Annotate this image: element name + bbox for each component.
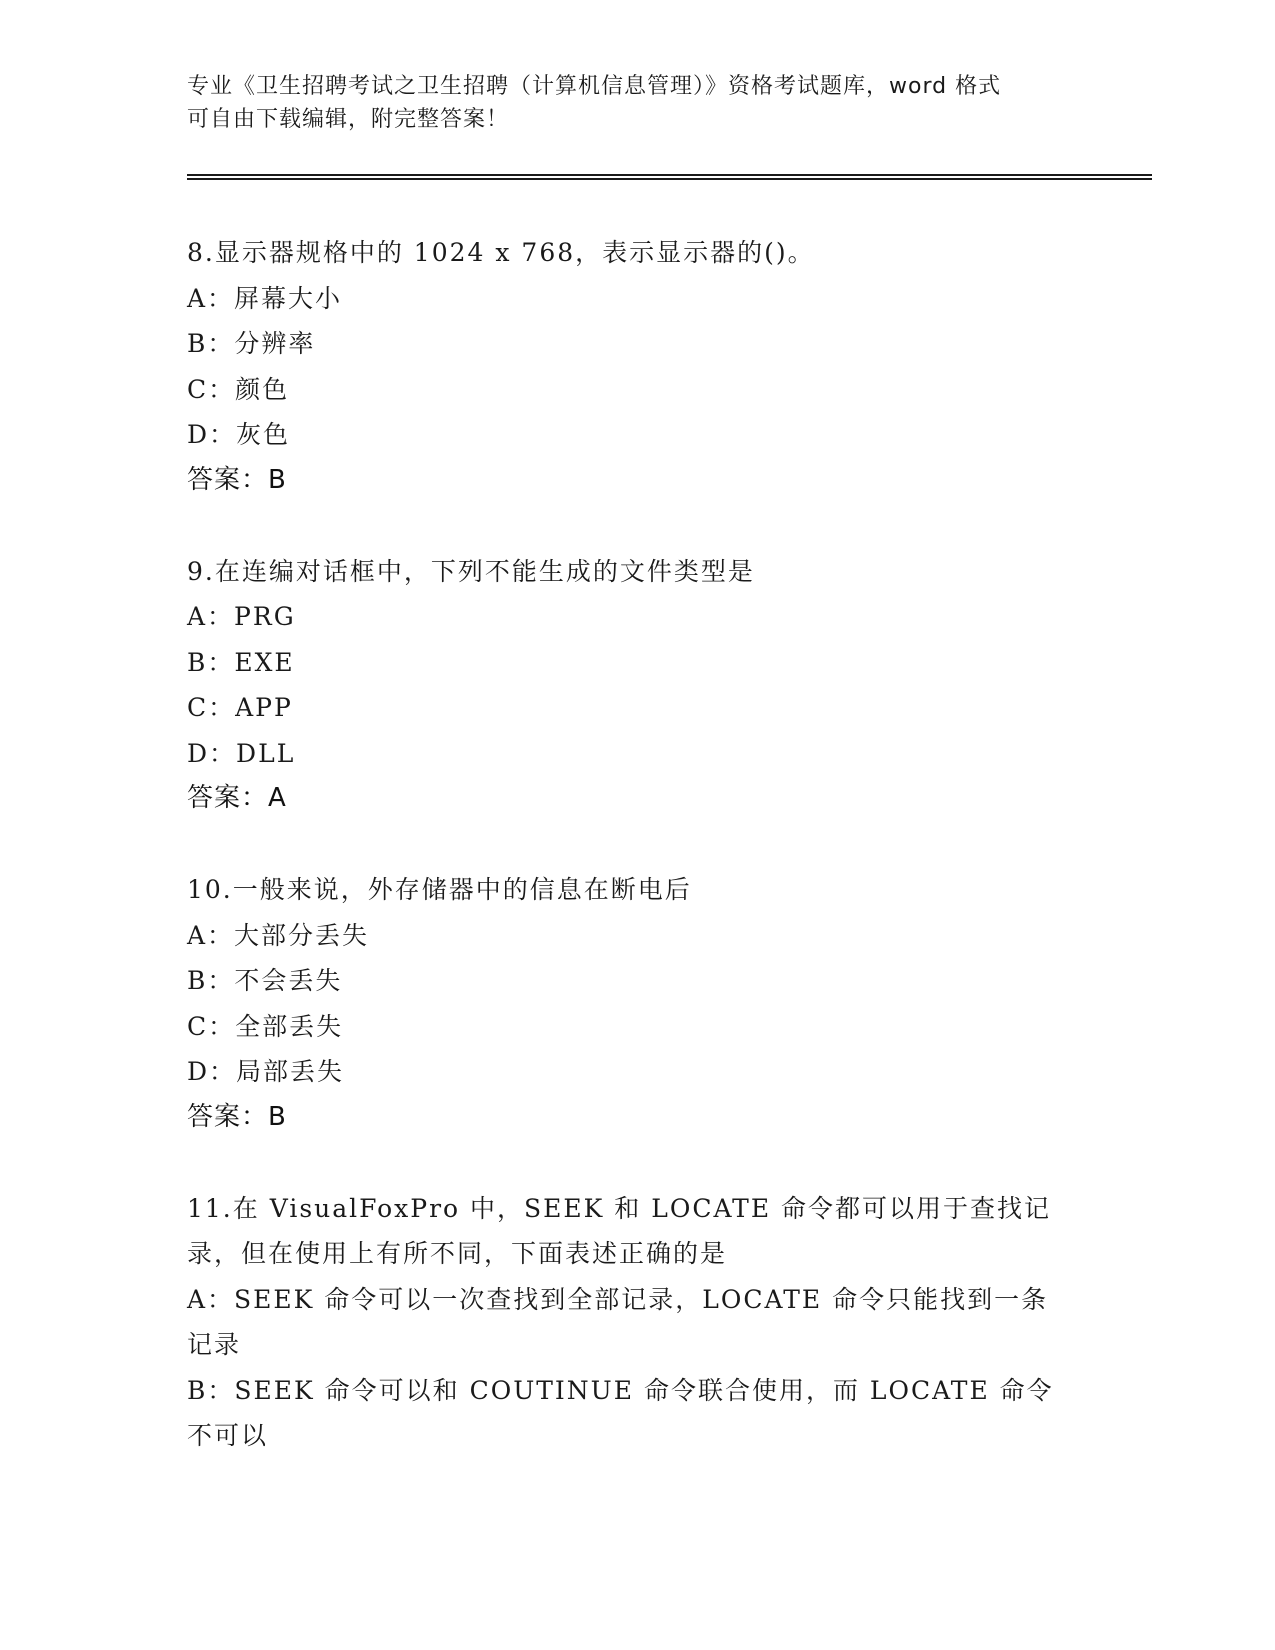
question-10 — [187, 867, 1147, 1140]
option-b: B：EXE — [187, 647, 295, 677]
question-11 — [187, 1186, 1147, 1459]
option-c: C：APP — [187, 693, 293, 722]
header-rule-top — [187, 174, 1152, 176]
option-d: D：局部丢失 — [187, 1057, 345, 1086]
answer: 答案：B — [187, 1101, 287, 1132]
option-b: B：分辨率 — [187, 329, 316, 358]
header-line-1: 专业《卫生招聘考试之卫生招聘（计算机信息管理）》资格考试题库，word 格式 — [187, 74, 1002, 99]
option-a: A：屏幕大小 — [187, 283, 343, 313]
option-c: C：颜色 — [187, 374, 290, 404]
option-c: C：全部丢失 — [187, 1011, 344, 1041]
header-line-2: 可自由下载编辑，附完整答案！ — [187, 107, 510, 132]
question-text: 8.显示器规格中的 1024 x 768，表示显示器的()。 — [187, 238, 815, 267]
option-a: A：PRG — [187, 602, 296, 631]
header-double-rule — [187, 174, 1152, 180]
question-8 — [187, 230, 1147, 503]
option-d: D：DLL — [187, 738, 296, 768]
option-a: A：SEEK 命令可以一次查找到全部记录，LOCATE 命令只能找到一条记录 — [187, 1284, 1049, 1359]
option-b: B：SEEK 命令可以和 COUTINUE 命令联合使用，而 LOCATE 命令不可以 — [187, 1375, 1054, 1450]
question-list — [187, 230, 1147, 1505]
question-text: 10.一般来说，外存储器中的信息在断电后 — [187, 875, 692, 904]
answer: 答案：A — [187, 783, 287, 813]
header-rule-bottom — [187, 178, 1152, 180]
option-a: A：大部分丢失 — [187, 920, 370, 950]
question-9 — [187, 549, 1147, 822]
question-text: 11.在 VisualFoxPro 中，SEEK 和 LOCATE 命令都可以用于查找记录，但在使用上有所不同，下面表述正确的是 — [187, 1193, 1052, 1268]
document-page — [187, 70, 1147, 1450]
document-header — [187, 70, 1067, 136]
answer: 答案：B — [187, 464, 287, 495]
question-text: 9.在连编对话框中，下列不能生成的文件类型是 — [187, 556, 755, 586]
option-d: D：灰色 — [187, 420, 291, 449]
option-b: B：不会丢失 — [187, 966, 343, 995]
